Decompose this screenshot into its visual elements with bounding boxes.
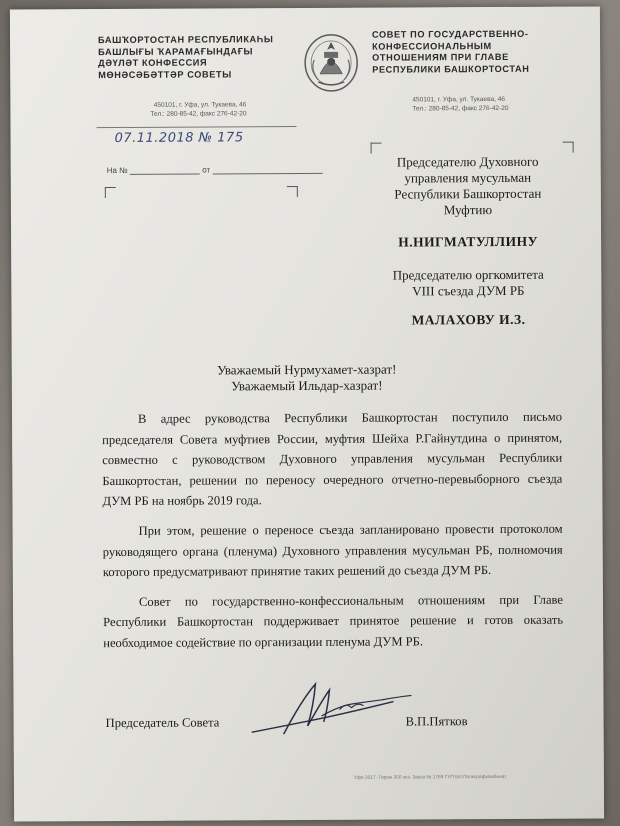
signatory-position: Председатель Совета [105, 715, 220, 731]
addressee-2-name: МАЛАХОВУ И.З. [411, 311, 526, 328]
handwritten-date-number: 07.11.2018 № 175 [114, 130, 244, 147]
greeting-line-2: Уважаемый Ильдар-хазрат! [231, 377, 383, 394]
addressee-line: управления мусульман [404, 169, 532, 186]
addressee-line: Председателю оргкомитета [392, 266, 544, 283]
addressee-2-title [363, 267, 573, 300]
letter-body [102, 407, 563, 663]
letter-page [10, 6, 604, 821]
letterhead-left-line: БАШҠОРТОСТАН РЕСПУБЛИКАҺЫ [98, 34, 274, 46]
address-line: 450101, г. Уфа, ул. Тукаева, 46 [412, 95, 505, 104]
addressee-1-title [363, 154, 573, 219]
letterhead-left-line: БАШЛЫҒЫ ҠАРАМАҒЫНДАҒЫ [98, 45, 254, 57]
handwritten-signature [243, 675, 423, 746]
body-paragraph-3: Совет по государственно-конфессиональным отношениям при Главе Республики Башкортостан поддерживает принятое решение и готов оказать необходимое содействие по организации пленума ДУМ РБ. [103, 592, 564, 651]
letterhead-right-line: СОВЕТ ПО ГОСУДАРСТВЕННО- [371, 28, 529, 40]
signatory-name: В.П.Пятков [405, 714, 468, 729]
address-line: 450101, г. Уфа, ул. Тукаева, 46 [153, 101, 247, 109]
reference-line [107, 164, 323, 175]
ref-from: от [202, 165, 211, 175]
addressee-line: VIII съезда ДУМ РБ [412, 282, 525, 299]
date-underline [96, 126, 296, 128]
addressee-line: Председателю Духовного [396, 153, 539, 170]
ref-number-blank [130, 165, 200, 175]
letterhead-left-line: ДӘҮЛӘТ КОНФЕССИЯ [98, 57, 208, 69]
ref-date-blank [212, 164, 322, 175]
corner-mark [371, 143, 382, 154]
letterhead-left-line: МӨНӘСӘБӘТТӘР СОВЕТЫ [98, 68, 232, 80]
letterhead-right-line: ОТНОШЕНИЯМ ПРИ ГЛАВЕ [372, 51, 509, 63]
letterhead-right-line: КОНФЕССИОНАЛЬНЫМ [372, 40, 492, 52]
ref-prefix: На № [106, 165, 128, 176]
letterhead-left-address [150, 100, 246, 119]
print-footer: Уфа 2017. Тираж 300 экз. Заказ № 1769 ГУП БИ Полиграфкомбинат [353, 774, 507, 781]
addressee-1-name: Н.НИГМАТУЛЛИНУ [398, 233, 539, 250]
letterhead-left [98, 34, 290, 81]
corner-mark [287, 186, 298, 197]
greeting [162, 361, 452, 395]
greeting-line-1: Уважаемый Нурмухамет-хазрат! [217, 361, 397, 378]
body-paragraph-1: В адрес руководства Республики Башкортостан поступило письмо председателя Совета муфтиев России, муфтия Шейха Р.Гайнутдина о принятом, совместно с руководством Духовного управления мусульман Республики Башкортостан, решении по переносу очередного отчетно-перевыборного съезда ДУМ РБ на ноябрь 2019 года. [102, 409, 563, 509]
letterhead-right-address [412, 95, 508, 114]
body-paragraph-2: При этом, решение о переносе съезда запланировано провести протоколом руководящего органа (пленума) Духовного управления мусульман РБ, полномочия которого предусматривают принятие таких решений до съезда ДУМ РБ. [102, 521, 563, 580]
letterhead-right [372, 29, 572, 76]
corner-mark [105, 187, 116, 198]
corner-mark [563, 142, 574, 153]
phone-line: Тел.: 280-85-42, факс 276-42-20 [150, 110, 247, 118]
phone-line: Тел.: 280-85-42, факс 276-42-20 [412, 104, 509, 113]
letterhead-right-line: РЕСПУБЛИКИ БАШКОРТОСТАН [372, 63, 530, 75]
addressee-line: Республики Башкортостан [394, 185, 542, 202]
addressee-line: Муфтию [443, 202, 493, 218]
coat-of-arms-emblem [302, 30, 360, 94]
